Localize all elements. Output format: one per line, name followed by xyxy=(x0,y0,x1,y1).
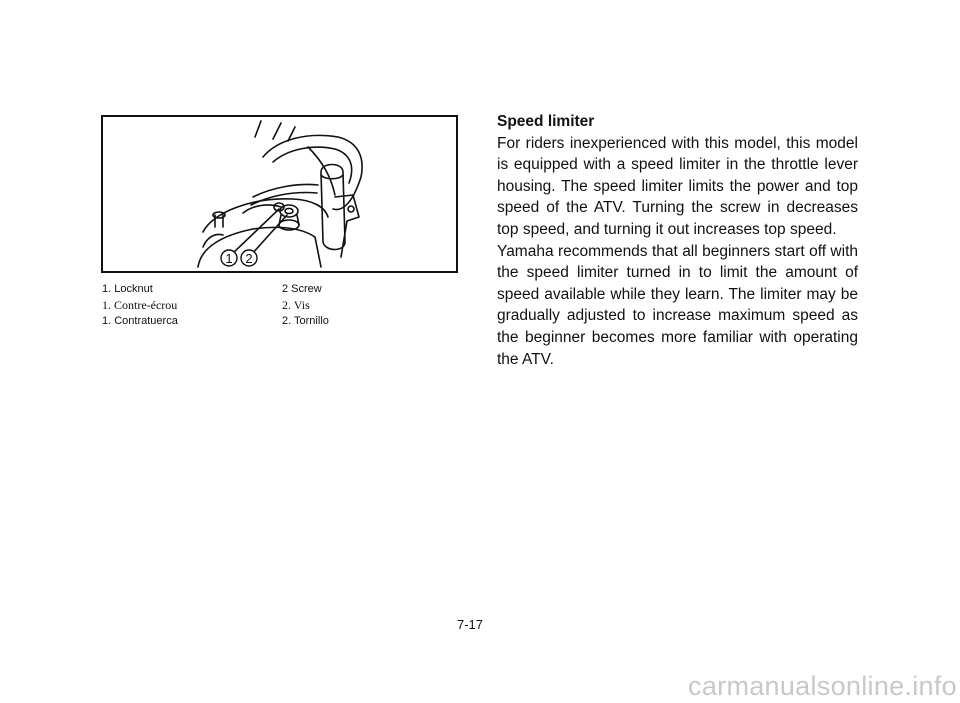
caption-contre-ecrou: 1. Contre-écrou xyxy=(102,298,178,312)
caption-screw: 2 Screw xyxy=(282,283,322,295)
figure-captions xyxy=(102,281,462,329)
watermark: carmanualsonline.info xyxy=(688,671,957,701)
callout-2-label: 2 xyxy=(245,251,253,266)
caption-tornillo: 2. Tornillo xyxy=(282,315,329,327)
caption-row-french xyxy=(102,297,462,313)
throttle-lever-icon xyxy=(103,117,456,271)
caption-vis: 2. Vis xyxy=(282,298,310,312)
speed-limiter-section xyxy=(497,111,858,370)
paragraph-recommendation: Yamaha recommends that all beginners start off with the speed limiter turned in to limit the amount of speed available while they learn. The limiter may be gradually adjusted to increase maximum speed as the beginner becomes more familiar with operating the ATV. xyxy=(497,242,858,368)
callout-1-label: 1 xyxy=(225,251,233,266)
paragraph-intro: For riders inexperienced with this model, this model is equipped with a speed limiter in the throttle lever housing. The speed limiter limits the power and top speed of the ATV. Turning the screw in decreases top speed, and turning it out increases top speed. xyxy=(497,134,858,238)
section-heading: Speed limiter xyxy=(497,113,595,130)
caption-row-spanish xyxy=(102,313,462,329)
page-number: 7-17 xyxy=(456,617,484,632)
caption-contratuerca: 1. Contratuerca xyxy=(102,315,178,327)
caption-locknut: 1. Locknut xyxy=(102,283,153,295)
throttle-housing-illustration xyxy=(101,115,458,273)
caption-row-english xyxy=(102,281,462,297)
